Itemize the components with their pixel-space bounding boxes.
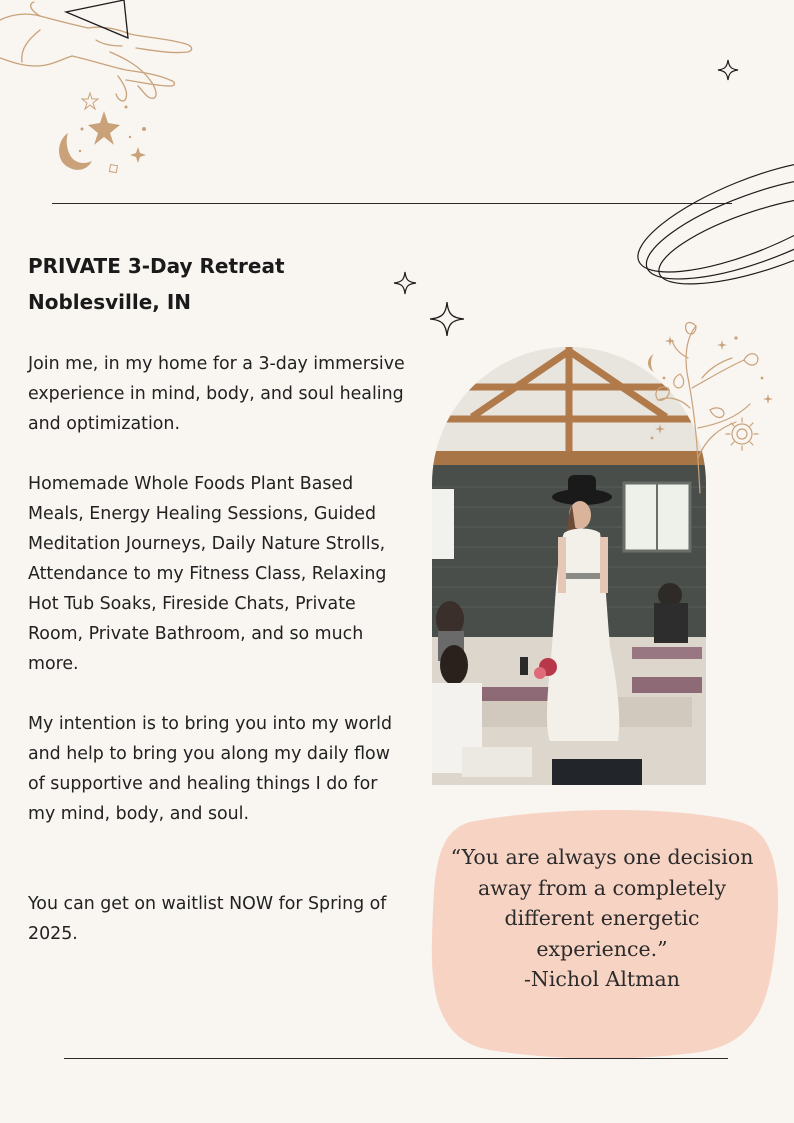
- sparkle-star-icon: [716, 58, 740, 82]
- heading-line-2: Noblesville, IN: [28, 290, 192, 314]
- crescent-moon-icon: [50, 85, 160, 180]
- quote-text: “You are always one decision away from a completely different energetic experience.”: [450, 845, 754, 961]
- retreat-heading: [28, 248, 408, 320]
- floral-sprig-icon: [640, 318, 780, 498]
- heading-line-1: PRIVATE 3-Day Retreat: [28, 254, 285, 278]
- sparkle-star-icon: [428, 300, 466, 338]
- waitlist-paragraph: You can get on waitlist NOW for Spring of 2025.: [28, 894, 387, 944]
- intention-paragraph: My intention is to bring you into my world and help to bring you along my daily flow of supportive and healing things I do for my mind, body, and soul.: [28, 714, 393, 824]
- intro-paragraph: Join me, in my home for a 3-day immersive experience in mind, body, and soul healing and optimization.: [28, 354, 405, 434]
- quote-author: -Nichol Altman: [524, 967, 680, 991]
- bottom-divider: [64, 1058, 728, 1059]
- offerings-paragraph: Homemade Whole Foods Plant Based Meals, Energy Healing Sessions, Guided Meditation Journeys, Daily Nature Strolls, Attendance to my Fitness Class, Relaxing Hot Tub Soaks, Fireside Chats, Private Room, Private Bathroom, and so much more.: [28, 474, 387, 674]
- testimonial-quote: [450, 842, 754, 995]
- sparkle-star-icon: [88, 111, 120, 145]
- orbit-rings-icon: [620, 140, 794, 290]
